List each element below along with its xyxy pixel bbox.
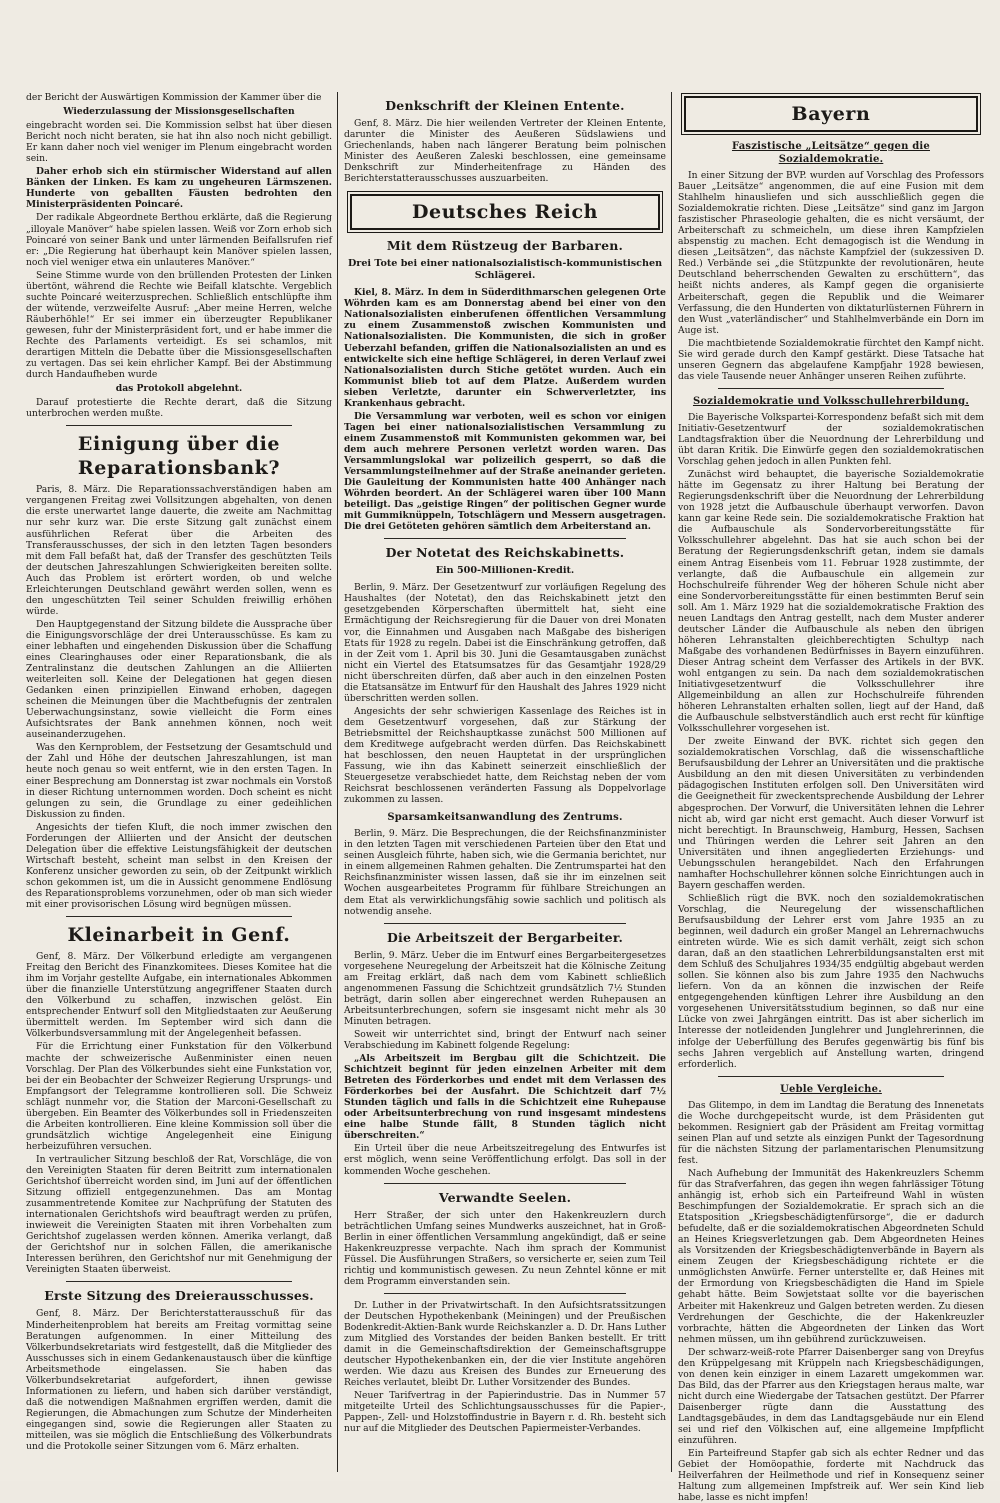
separator: [384, 923, 626, 924]
headline-kleinarbeit: Kleinarbeit in Genf.: [67, 924, 291, 947]
headline-reparationsbank: Einigung über die Reparationsbank?: [77, 433, 281, 480]
column-right: [678, 92, 984, 1503]
article-paragraph: „Als Arbeitszeit im Bergbau gilt die Schichtzeit. Die Schichtzeit beginnt für jeden einzelnen Arbeiter mit dem Betreten des Förderkorbes und endet mit dem Verlassen des Förderkorbes bei der Ausfahrt. Die Schichtzeit darf 7½ Stunden täglich und falls in die Schichtzeit eine Ruhepause oder Arbeitsunterbrechung von rund insgesamt mindestens eine halbe Stunde fällt, 8 Stunden täglich nicht überschreiten.“: [344, 1053, 666, 1142]
article-paragraph: Genf, 8. März. Der Völkerbund erledigte am vergangenen Freitag den Bericht des Finanzkomitees. Dieses Komitee hat die ihm im Vorjahr gestellte Aufgabe, ein internationales Abkommen über die finanzielle Unterstützung angegriffener Staaten durch den Völkerbund zu schaffen, inzwischen gelöst. Ein entsprechender Entwurf soll den Mitgliedstaaten zur Aeußerung übermittelt werden. Im September wird sich dann die Völkerbundsversammlung mit der Angelegenheit befassen.: [26, 951, 332, 1040]
article-paragraph: Angesichts der sehr schwierigen Kassenlage des Reiches ist in dem Gesetzentwurf vorgesehen, daß zur Stärkung der Betriebsmittel der Reichshauptkasse zunächst 500 Millionen auf dem Kreditwege aufgebracht werden dürfen. Das Reichskabinett hat beschlossen, den neuen Hauptetat in der ursprünglichen Fassung, wie ihn das Kabinett seinerzeit einschließlich der Steuergesetze verabschiedet hatte, dem Reichstag neben der vom Reichsrat beschlossenen veränderten Fassung als Doppelvorlage zukommen zu lassen.: [344, 705, 666, 806]
article-paragraph: Herr Straßer, der sich unter den Hakenkreuzlern durch beträchtlichen Umfang seines Mundwerks auszeichnet, hat in Groß-Berlin in einer öffentlichen Versammlung angekündigt, daß er seine Hakenkreuzpresse verpachte. Nach ihm sprach der Kommunist Füssel. Die Ausführungen Straßers, so versicherte er, seien zum Teil richtig und kommunistisch gewesen. Zu neun Zehntel könne er mit dem Programm einverstanden sein.: [344, 1209, 666, 1287]
subheadline: Drei Tote bei einer nationalsozialistisch-kommunistischen Schlägerei.: [347, 258, 663, 282]
article-paragraph: Dr. Luther in der Privatwirtschaft. In den Aufsichtsratssitzungen der Deutschen Hypothekenbank (Meiningen) und der Preußischen Bodenkredit-Aktien-Bank wurde Reichskanzler a. D. Dr. Hans Luther zum Mitglied des Vorstandes der beiden Banken bestellt. Er tritt damit in die Gemeinschaftsdirektion der Gemeinschaftsgruppe deutscher Hypothekenbanken ein, der die vier Institute angehören werden. Wie dazu aus Kreisen des Bundes zur Erneuerung des Reiches verlautet, bleibt Dr. Luther Vorsitzender des Bundes.: [344, 1299, 666, 1389]
article-paragraph: Ein Parteifreund Stapfer gab sich als echter Redner und das Gebiet der Homöopathie, forderte mit Nachdruck das Heilverfahren der Heilmethode und rief in Konsequenz seiner Haltung zum allgemeinen Impfstreik auf. Wer sein Kind lieb habe, lasse es nicht impfen!: [678, 1448, 984, 1503]
headline-barbaren: Mit dem Rüstzeug der Barbaren.: [386, 238, 624, 254]
separator: [718, 388, 944, 389]
article-paragraph: Zunächst wird behauptet, die bayerische Sozialdemokratie hätte im Gegensatz zu ihrer Haltung bei Beratung der Regierungsdenkschrift über die Neuordnung der Lehrerbildung von 1928 jetzt die Aufbauschule überhaupt verworfen. Davon kann gar keine Rede sein. Die sozialdemokratische Fraktion hat die Aufbauschule als Sondervorbereitungsstätte für Volksschullehrer abgelehnt. Das hat sie auch schon bei der Beratung der Regierungsdenkschrift getan, indem sie damals einem Antrag Eisenbeis vom 11. Februar 1928 zustimmte, der verlangte, daß die Aufbauschule ein allgemein zur Hochschulreife führender Weg der höheren Schule nicht aber eine Sondervorbereitungsstätte für einen bestimmten Beruf sein soll. Am 1. März 1929 hat die sozialdemokratische Fraktion des neuen Landtags den Antrag gestellt, nach dem Muster anderer deutscher Länder die Aufbauschule als neben den übrigen höheren Lehranstalten gleichberechtigten Schultyp nach Maßgabe des vorhandenen Bedürfnisses in Bayern einzuführen. Dieser Antrag scheint dem Verfasser des Artikels in der BVK. wohl entgangen zu sein. Da nach dem sozialdemokratischen Initiativgesetzentwurf die Volksschullehrer ihre Allgemeinbildung an allen zur Hochschulreife führenden höheren Lehranstalten erhalten sollen, liegt auf der Hand, daß die Aufbauschule selbstverständlich auch erst recht für künftige Volksschullehrer vorgesehen ist.: [678, 469, 984, 735]
article-paragraph: Paris, 8. März. Die Reparationssachverständigen haben am vergangenen Freitag zwei Vollsitzungen abgehalten, von denen die erste unerwartet lange dauerte, die zweite am Nachmittag nur sehr kurz war. Die erste Sitzung galt zunächst einem ausführlichen Referat über die Arbeiten des Transferausschusses, der sich in den letzten Tagen besonders mit dem Fall befaßt hat, daß der Transfer des geschützten Teils der deutschen Jahreszahlungen Schwierigkeiten bereiten sollte. Auch das Problem ist erörtert worden, ob und welche Erleichterungen Deutschland gewährt werden sollen, wenn es den ungeschützten Teil seiner Schulden freiwillig erhöhen würde.: [26, 484, 332, 617]
separator: [66, 1281, 292, 1282]
intro-paragraph: Daher erhob sich ein stürmischer Widerstand auf allen Bänken der Linken. Es kam zu ungeheuren Lärmszenen. Hunderte von geballten Fäusten bedrohten den Ministerpräsidenten Poincaré.: [26, 166, 332, 211]
article-paragraph: Berlin, 9. März. Der Gesetzentwurf zur vorläufigen Regelung des Haushaltes (der Notetat), den das Reichskabinett jetzt den gesetzgebenden Körperschaften übermittelt hat, sieht eine Ermächtigung der Reichsregierung für die Dauer von drei Monaten vor, die Einnahmen und Ausgaben nach Maßgabe des bisherigen Etats für 1928 zu regeln. Dabei ist die Einschränkung getroffen, daß in der Zeit vom 1. April bis 30. Juni die Gesamtausgaben zunächst nicht ein Viertel des Etatsumsatzes für das Gesamtjahr 1928/29 nicht überschreiten dürfen, daß aber auch in den einzelnen Posten die Etatsansätze im Entwurf für den Haushalt des Jahres 1929 nicht überschritten werden sollen.: [344, 582, 666, 704]
separator: [66, 916, 292, 917]
headline-bergarbeiter: Die Arbeitszeit der Bergarbeiter.: [386, 929, 624, 945]
section-box-bayern: [684, 96, 978, 132]
headline-kleine-entente: Denkschrift der Kleinen Entente.: [385, 98, 625, 113]
intro-paragraph: Der radikale Abgeordnete Berthou erklärte, daß die Regierung „illoyale Manöver“ habe spielen lassen. Weiß vor Zorn erhob sich Poincaré von seiner Bank und unter lärmenden Beifallsrufen rief er: „Die Regierung hat überhaupt kein Manöver spielen lassen, noch viel weniger etwa ein unlauteres Manöver.“: [26, 212, 332, 268]
separator: [384, 1183, 626, 1184]
article-paragraph: Genf, 8. März. Die hier weilenden Vertreter der Kleinen Entente, darunter die Minister des Aeußeren Südslawiens und Griechenlands, haben nach längerer Beratung beim polnischen Minister des Aeußeren Zaleski beschlossen, eine gemeinsame Denkschrift zur Minderheitenfrage zu Händen des Berichterstatterausschusses auszuarbeiten.: [344, 118, 666, 185]
article-paragraph: In vertraulicher Sitzung beschloß der Rat, Vorschläge, die von den Vereinigten Staaten für deren Beitritt zum internationalen Gerichtshof überreicht worden sind, im Juni auf der öffentlichen Sitzung offiziell entgegenzunehmen. Das am Montag zusammentretende Komitee zur Nachprüfung der Statuten des internationalen Gerichtshofs wird beauftragt werden zu prüfen, inwieweit die Vereinigten Staaten mit ihren Vorbehalten zum Gerichtshof zugelassen werden können. Amerika verlangt, daß der Gerichtshof nur in solchen Fällen, die amerikanische Interessen berühren, den Gerichtshof nur mit Genehmigung der Vereinigten Staaten überweist.: [26, 1153, 332, 1276]
article-paragraph: Kiel, 8. März. In dem in Süderdithmarschen gelegenen Orte Wöhrden kam es am Donnerstag abend bei einer von den Nationalsozialisten einberufenen öffentlichen Versammlung zu einem Zusammenstoß zwischen Kommunisten und Nationalsozialisten. Die Kommunisten, die sich in großer Ueberzahl befanden, griffen die Nationalsozialisten an und es entwickelte sich eine heftige Schlägerei, in deren Verlauf zwei Nationalsozialisten durch Stiche getötet wurden. Auch ein Kommunist blieb tot auf dem Platze. Außerdem wurden sieben Verletzte, darunter ein Schwerverletzter, ins Krankenhaus gebracht.: [344, 287, 666, 409]
headline-ueble-vergleiche: Ueble Vergleiche.: [780, 1083, 882, 1095]
article-paragraph: Angesichts der tiefen Kluft, die noch immer zwischen den Forderungen der Alliierten und der Ansicht der deutschen Delegation über die effektive Leistungsfähigkeit der deutschen Wirtschaft besteht, scheint man selbst in den Kreisen der Konferenz unsicher geworden zu sein, ob der Zeitpunkt wirklich schon gekommen ist, um die in Aussicht genommene Endlösung des Reparationsproblems vorzunehmen, oder ob man sich wieder mit einer provisorischen Lösung wird begnügen müssen.: [26, 821, 332, 911]
separator: [66, 425, 292, 426]
article-paragraph: Für die Errichtung einer Funkstation für den Völkerbund machte der schweizerische Außenminister einen neuen Vorschlag. Der Plan des Völkerbundes sieht eine Funkstation vor, bei der ein Beobachter der Schweizer Regierung Ursprungs- und Empfangsort der Telegramme kontrollieren soll. Die Schweiz schlägt nunmehr vor, die Station der Marconi-Gesellschaft zu übergeben. Ein Beamter des Völkerbundes soll in Friedenszeiten die Arbeiten kontrollieren. Eine kleine Kommission soll über die grundsätzlich wichtige Angelegenheit eine Einigung herbeizuführen versuchen.: [26, 1041, 332, 1152]
subheadline: Ein 500-Millionen-Kredit.: [435, 565, 575, 577]
intro-paragraph: eingebracht worden sei. Die Kommission selbst hat über diesen Bericht noch nicht beraten, sie hat ihn also noch nicht gebilligt. Er kann daher noch viel weniger im Plenum eingebracht worden sein.: [26, 120, 332, 165]
headline-notetat: Der Notetat des Reichskabinetts.: [385, 545, 625, 561]
headline-leitsaetze: Faszistische „Leitsätze“ gegen die Sozialdemokratie.: [731, 141, 930, 165]
intro-paragraph: Darauf protestierte die Rechte derart, daß die Sitzung unterbrochen werden mußte.: [26, 397, 332, 420]
headline-volksschullehrerbildung: Sozialdemokratie und Volksschullehrerbildung.: [692, 395, 970, 407]
article-paragraph: Der zweite Einwand der BVK. richtet sich gegen den sozialdemokratischen Vorschlag, daß die wissenschaftliche Berufsausbildung der Lehrer an Universitäten und die praktische Ausbildung an den mit diesen Universitäten zu verbindenden pädagogischen Instituten erfolgen soll. Den Universitäten wird die Geeignetheit für zweckentsprechende Ausbildung der Lehrer abgesprochen. Der Vorwurf, die Universitäten lehnen die Lehrer nicht ab, wird gar nicht erst gemacht. Auch dieser Vorwurf ist nicht berechtigt. In Braunschweig, Hamburg, Hessen, Sachsen und Thüringen werden die Lehrer seit Jahren an den Universitäten und ihnen angegliederten Erziehungs- und Uebungsschulen herangebildet. Nach den Erfahrungen namhafter Hochschullehrer können solche Einrichtungen auch in Bayern geschaffen werden.: [678, 736, 984, 891]
separator: [384, 1293, 626, 1294]
column-left: [26, 92, 332, 1472]
article-paragraph: Soweit wir unterrichtet sind, bringt der Entwurf nach seiner Verabschiedung im Kabinett folgende Regelung:: [344, 1028, 666, 1051]
column-rule-right: [671, 92, 672, 1472]
intro-highlight: das Protokoll abgelehnt.: [115, 383, 243, 395]
headline-dreierausschuss: Erste Sitzung des Dreierausschusses.: [44, 1288, 314, 1304]
section-title: Deutsches Reich: [411, 201, 599, 224]
article-paragraph: In einer Sitzung der BVP. wurden auf Vorschlag des Professors Bauer „Leitsätze“ angenommen, die auf eine Fusion mit dem Stahlhelm hinausliefen und sich ausschließlich gegen die Sozialdemokratie richten. Diese „Leitsätze“ sind ganz im Jargon faszistischer Phraseologie gehalten, die es nicht versäumt, der Arbeiterschaft zu schmeicheln, um diese ihren Kampfzielen abspenstig zu machen. Echt demagogisch ist die Wendung in diesen „Leitsätzen“, das nächste Kampfziel der (sukzessiven D. Red.) Verbände sei „die Stützpunkte der revolutionären, heute Deutschland beherrschenden Gewalten zu erschüttern“, das heißt nichts anderes, als Kampf gegen die organisierte Arbeiterschaft, gegen die Republik und die Weimarer Verfassung, die den Hunderten von diktaturlüsternen Führern in den Wust „vaterländischer“ und Stahlhelmverbände ein Dorn im Auge ist.: [678, 170, 984, 336]
article-paragraph: Das Glitempo, in dem im Landtag die Beratung des Innenetats die Woche durchgepeitscht wurde, ist dem Präsidenten gut bekommen. Resigniert gab der Präsident am Freitag vormittag seinen Plan auf und setzte als einzigen Punkt der Tagesordnung für die nächsten Sitzung der parlamentarischen Plenumsitzung fest.: [678, 1099, 984, 1166]
intro-paragraph: Seine Stimme wurde von den brüllenden Protesten der Linken übertönt, während die Rechte wie Beifall klatschte. Vergeblich suchte Poincaré weiterzusprechen. Schließlich entschlüpfte ihm der wütende, verzweifelte Ausruf: „Aber meine Herren, welche Räuberhöhle!“ Er sei immer ein überzeugter Republikaner gewesen, fuhr der Ministerpräsident fort, und er habe immer die Rechte des Parlaments verteidigt. Es sei schamlos, mit derartigen Mitteln die Debatte über die Missionsgesellschaften zu vertagen. Das sei kein ehrlicher Kampf. Bei der Abstimmung durch Handaufheben wurde: [26, 269, 332, 381]
section-title: Bayern: [791, 103, 871, 125]
article-paragraph: Ein Urteil über die neue Arbeitszeitregelung des Entwurfes ist erst möglich, wenn seine Veröffentlichung erfolgt. Das soll in der kommenden Woche geschehen.: [344, 1143, 666, 1177]
article-paragraph: Schließlich rügt die BVK. noch den sozialdemokratischen Vorschlag, die Neuregelung der wissenschaftlichen Berufsausbildung der Lehrer erst vom Jahre 1935 an zu beginnen, weil dadurch ein großer Mangel an Lehrernachwuchs eintreten würde. Wie es sich damit verhält, zeigt sich schon daran, daß an den staatlichen Lehrerbildungsanstalten erst mit dem Schluß des Schuljahres 1934/35 endgültig abgebaut werden sollen. Sie können also bis zum Jahre 1935 den Nachwuchs liefern. Von da an können die inzwischen der Reife entgegengehenden künftigen Lehrer ihre Ausbildung an den vorgesehenen Universitätsstudium beginnen, so daß nur eine Lücke von zwei Jahrgängen eintritt. Das ist aber sicherlich im Interesse der notleidenden Junglehrer und Junglehrerinnen, die infolge der Ueberfüllung des Berufes gegenwärtig bis fünf bis sechs Jahren vergeblich auf Anstellung warten, dringend erforderlich.: [678, 892, 984, 1070]
intro-line: der Bericht der Auswärtigen Kommission der Kammer über die: [26, 92, 322, 103]
article-paragraph: Den Hauptgegenstand der Sitzung bildete die Aussprache über die Einigungsvorschläge der drei Unterausschüsse. Es kam zu einer lebhaften und eingehenden Diskussion über die Schaffung eines Clearinghauses oder einer Reparationsbank, die als Zentralinstanz die deutschen Zahlungen an die Alliierten weiterleiten soll. Keine der Delegationen hat gegen diesen Gedanken einen prinzipiellen Einwand erhoben, dagegen scheinen die Meinungen über die Machtbefugnis der zentralen Ueberwachungsinstanz, sowie vielleicht die Form eines Aufsichtsrates der Bank annehmen können, noch weit auseinanderzugehen.: [26, 618, 332, 741]
article-paragraph: Der schwarz-weiß-rote Pfarrer Daisenberger sang von Dreyfus den Krüppelgesang mit Krüppeln nach Kriegsbeschädigungen, von denen kein einziger in einem Lazarett umgekommen war. Das Bild, das der Pfarrer aus den Kriegstagen heraus malte, war nicht durch eine Wiedergabe der Tatsachen gestützt. Der Pfarrer Daisenberger rügte dann die Ausstattung des Landtagsgebäudes, in dem das Landtagsgebäude nur ein Elend sei und rief den Völkischen auf, eine allgemeine Impfpflicht einzuführen.: [678, 1346, 984, 1447]
column-rule-left: [337, 92, 338, 1472]
article-paragraph: Genf, 8. März. Der Berichterstatterausschuß für das Minderheitenproblem hat bereits am Freitag vormittag seine Beratungen aufgenommen. In einer Mitteilung des Völkerbundsekretariats wird festgestellt, daß die Mitglieder des Ausschusses sich in einem Gedankenaustausch über die künftige Arbeitsmethode eingelassen. Sie haben das Völkerbundsekretariat aufgefordert, ihnen gewisse Informationen zu liefern, und haben sich darüber verständigt, daß die notwendigen Maßnahmen ergriffen werden, damit die Regierungen, die Abmachungen zum Schutze der Minderheiten eingegangen sind, sowie die Regierungen aller Staaten zu mitteilen, was sie möglich die Entschließung des Völkerbundrats und die Protokolle seiner Sitzungen vom 6. März erhalten.: [26, 1308, 332, 1453]
headline-zentrum: Sparsamkeitsanwandlung des Zentrums.: [387, 812, 623, 824]
article-paragraph: Was den Kernproblem, der Festsetzung der Gesamtschuld und der Zahl und Höhe der deutschen Jahreszahlungen, ist man heute noch genau so weit entfernt, wie in den ersten Tagen. In einer Besprechung am Donnerstag ist zwar nochmals ein Vorstoß in dieser Richtung unternommen worden. Doch scheint es nicht gelungen zu sein, die Grundlage zu einer gedeihlichen Diskussion zu finden.: [26, 742, 332, 820]
article-paragraph: Berlin, 9. März. Ueber die im Entwurf eines Bergarbeitergesetzes vorgesehene Neuregelung der Arbeitszeit hat die Kölnische Zeitung am Freitag erklärt, daß nach dem vom Kabinett schließlich angenommenen Fassung die Schichtzeit grundsätzlich 7½ Stunden beträgt, darin sollen aber eingerechnet werden Ruhepausen an Arbeitsunterbrechungen, sofern sie insgesamt nicht mehr als 30 Minuten betragen.: [344, 949, 666, 1027]
article-paragraph: Nach Aufhebung der Immunität des Hakenkreuzlers Schemm für das Strafverfahren, das gegen ihn wegen fahrlässiger Tötung anhängig ist, erhob sich ein Parteifreund Wahl in wüsten Beschimpfungen der Sozialdemokratie. Er sprach sich an die Etatsposition „Kriegsbeschädigtenfürsorge“, die er dadurch befudelte, daß er die sozialdemokratischen Abgeordneten Schuld an Heines Kriegsverletzungen gab. Dem Abgeordneten Heines als Vorsitzenden der Kriegsbeschädigtenverbände in Bayern als einem Zeugen der Kriegsbeschädigung richtete er die unmöglichsten Anwürfe. Ferner unterstellte er, daß Heines mit der Ermordung von Kriegsbeschädigten die Hand im Spiele gehabt hätte. Beim Sowjetstaat sollte vor die bayerischen Arbeiter mit Hakenkreuz und Galgen betreten werden. Zu diesen Verdrehungen der Geschichte, die der Hakenkreuzler vorbrachte, hätten die Abgeordneten der Linken das Wort nehmen müssen, um ihn gebührend zurückzuweisen.: [678, 1167, 984, 1345]
article-paragraph: Die machtbietende Sozialdemokratie fürchtet den Kampf nicht. Sie wird gerade durch den Kampf gestärkt. Diese Tatsache hat unseren Gegnern das abgelaufene Kampfjahr 1928 bewiesen, das viele Tausende neuer Anhänger unseren Reihen zuführte.: [678, 337, 984, 382]
section-box-deutsches-reich: [350, 194, 660, 230]
article-paragraph: Die Versammlung war verboten, weil es schon vor einigen Tagen bei einer nationalsozialistischen Versammlung zu einem Zusammenstoß mit Kommunisten gekommen war, bei dem auch mehrere Personen verletzt worden waren. Das Versammlungslokal war polizeilich gesperrt, so daß die Versammlungsteilnehmer auf der Straße aneinander gerieten. Die Gauleitung der Kommunisten hatte 400 Anhänger nach Wöhrden beordert. An der Schlägerei waren über 100 Mann beteiligt. Das „geistige Ringen“ der politischen Gegner wurde mit Gummiknüppeln, Totschlägern und Messern ausgetragen. Die drei Getöteten gehören sämtlich dem Arbeiterstand an.: [344, 410, 666, 533]
intro-highlight: Wiederzulassung der Missionsgesellschaften: [63, 106, 295, 118]
headline-verwandte-seelen: Verwandte Seelen.: [438, 1189, 572, 1205]
article-paragraph: Berlin, 9. März. Die Besprechungen, die der Reichsfinanzminister in den letzten Tagen mit verschiedenen Parteien über den Etat und seinen Ausgleich führte, haben sich, wie die Germania berichtet, nur in einem allgemeinen Rahmen gehalten. Die Zentrumspartei hat den Reichsfinanzminister wissen lassen, daß sie ihr im einzelnen seit Wochen ausgearbeitetes Programm für fühlbare Streichungen an dem Etat als verwirklichungsfähig sowie sachlich und politisch als notwendig ansehe.: [344, 828, 666, 917]
separator: [718, 1076, 944, 1077]
article-paragraph: Die Bayerische Volkspartei-Korrespondenz befaßt sich mit dem Initiativ-Gesetzentwurf der sozialdemokratischen Landtagsfraktion über die Neuordnung der Lehrerbildung und übt daran Kritik. Die Einwürfe gegen den sozialdemokratischen Vorschlag gehen jedoch in allen Punkten fehl.: [678, 411, 984, 468]
separator: [384, 538, 626, 539]
column-middle: [344, 92, 666, 1472]
article-paragraph: Neuer Tarifvertrag in der Papierindustrie. Das in Nummer 57 mitgeteilte Urteil des Schlichtungsausschusses für die Papier-, Pappen-, Zell- und Holzstoffindustrie in Bayern r. d. Rh. besteht sich nur auf die Mitglieder des Deutschen Papiermeister-Verbandes.: [344, 1390, 666, 1435]
